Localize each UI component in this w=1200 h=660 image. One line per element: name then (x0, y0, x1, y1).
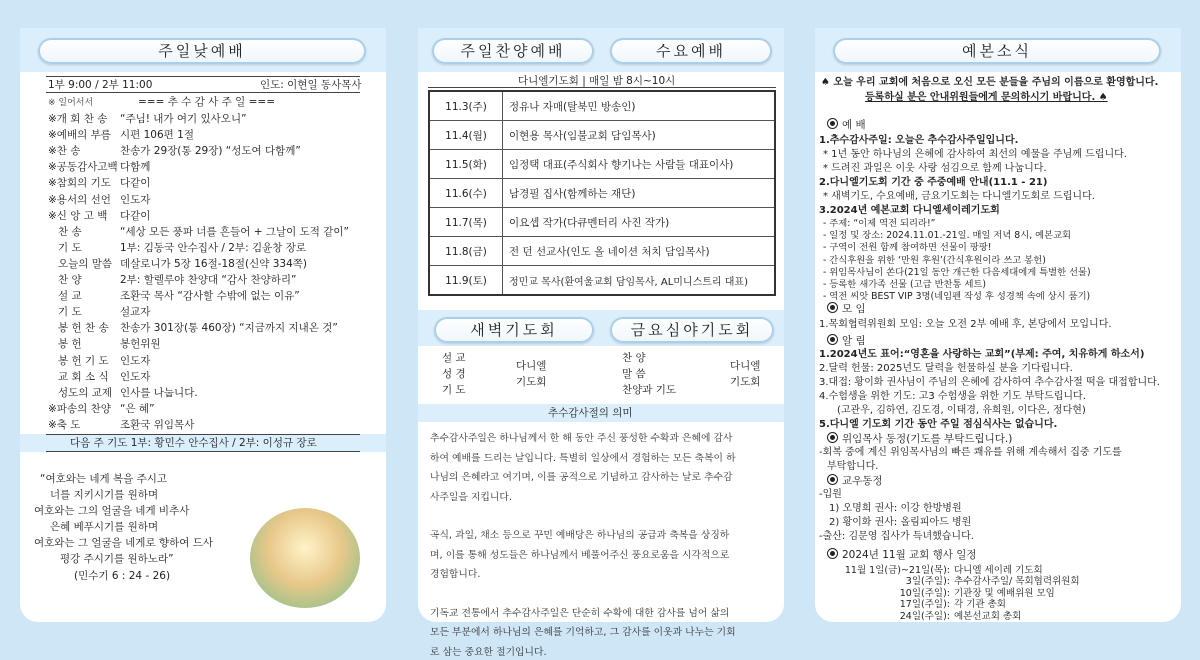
dawn-label-2: 성 경 (442, 368, 466, 380)
order-value: 다같이 (120, 209, 151, 222)
news-line: (고관우, 김하연, 김도경, 이태경, 유희원, 이다은, 정다현) (837, 405, 1086, 416)
order-value: 설교자 (120, 306, 151, 319)
order-label: ※파송의 찬양 (48, 402, 111, 415)
schedule-row (429, 266, 775, 296)
order-row (48, 305, 150, 319)
schedule-speaker: 이요셉 작가(다큐멘터리 사진 작가) (503, 208, 776, 237)
schedule-date: 11.8(금) (429, 237, 503, 266)
event-date: 11월 1일(금)~21일(목): (844, 565, 950, 576)
order-value: 인도자 (120, 193, 151, 206)
order-row (48, 337, 161, 351)
order-row (48, 176, 150, 190)
friday-value-2: 기도회 (730, 376, 761, 388)
dawn-label-1: 설 교 (442, 352, 466, 364)
order-label: 설 교 (58, 290, 82, 303)
news-line: 1.목회협력위원회 모임: 오늘 오전 2부 예배 후, 본당에서 모입니다. (819, 319, 1112, 330)
news-line: * 1년 동안 하나님의 은혜에 감사하여 최선의 예물을 주님께 드립니다. (823, 149, 1127, 160)
event-text: 예본선교회 총회 (954, 610, 1022, 622)
news-line: - 구역이 전원 함께 참여하면 선물이 팡팡! (823, 242, 992, 254)
dawn-value-2: 기도회 (516, 376, 547, 388)
order-label: ※축 도 (48, 418, 81, 431)
schedule-row (429, 91, 775, 121)
news-line: -입원 (819, 489, 842, 500)
tab-sunday-praise: 주일찬양예배 (432, 38, 594, 64)
news-line: 1) 오명희 권사: 이강 한방병원 (829, 503, 962, 514)
order-value: 1부: 김동국 안수집사 / 2부: 김윤창 장로 (120, 241, 307, 254)
bullet-circle-icon (827, 432, 838, 443)
order-row (48, 402, 155, 416)
event-row (815, 610, 1021, 624)
welcome-line-2: 등록하실 분은 안내위원들에게 문의하시기 바랍니다. ♠ (865, 92, 1108, 103)
schedule-date: 11.5(화) (429, 150, 503, 179)
news-line: - 간식후원을 위한 ‘만원 후원’(간식후원이라 쓰고 봉헌) (823, 254, 1046, 266)
schedule-date: 11.7(목) (429, 208, 503, 237)
news-line: 2.달력 헌물: 2025년도 달력을 헌물하실 분을 기다립니다. (819, 363, 1073, 374)
news-line: - 위임목사님이 쏜다(21일 동안 개근한 다음세대에게 특별한 선물) (823, 266, 1091, 278)
tab-wednesday: 수요예배 (610, 38, 772, 64)
news-line: 2) 황이화 권사: 올림피아드 병원 (829, 517, 972, 528)
sunday-subtitle: === 추 수 감 사 주 일 === (138, 96, 276, 108)
news-line: -출산: 김문영 집사가 득녀했습니다. (819, 531, 974, 542)
news-line: 3.대접: 황이화 권사님이 주님의 은혜에 감사하여 추수감사절 떡을 대접합니다. (819, 377, 1160, 388)
order-row (48, 225, 349, 239)
order-label: ※공동감사고백 (48, 161, 118, 174)
order-value: 찬송가 29장(통 29장) “성도여 다함께” (120, 145, 301, 158)
news-line: - 역전 씨앗 BEST VIP 3명(네임펜 작성 후 성경책 속에 상시 품기) (823, 291, 1091, 303)
dawn-prayer-title: 새벽기도회 (434, 317, 594, 343)
order-row (48, 386, 198, 400)
middle-panel (418, 28, 784, 658)
order-row (48, 257, 307, 271)
order-label: 찬 양 (58, 274, 82, 286)
meaning-line: 며, 이를 통해 성도들은 하나님께서 베풀어주신 풍요로움을 시각적으로 (430, 549, 730, 561)
order-label: 봉 헌 (58, 338, 82, 351)
bullet-circle-icon (827, 548, 838, 559)
event-date: 17일(주일): (899, 599, 950, 611)
meaning-line: 기독교 전통에서 추수감사주일은 단순히 수확에 대한 감사를 넘어 삶의 (430, 607, 730, 619)
order-label: 찬 송 (58, 225, 82, 238)
schedule-row (429, 208, 775, 237)
news-line: 부탁합니다. (827, 461, 879, 472)
verse-line: 은혜 베푸시기를 원하며 (50, 521, 159, 533)
schedule-speaker: 정유나 자매(탈북민 방송인) (503, 91, 776, 121)
order-value: 다함께 (120, 161, 151, 174)
friday-prayer-title: 금요심야기도회 (610, 317, 774, 343)
dawn-value-1: 다니엘 (516, 360, 547, 372)
schedule-speaker: 전 던 선교사(인도 올 네이션 처치 담임목사) (503, 237, 776, 266)
order-value: 조환국 위임목사 (120, 418, 195, 431)
order-label: ※예배의 부름 (48, 129, 111, 142)
schedule-date: 11.9(토) (429, 266, 503, 296)
news-panel (815, 28, 1181, 622)
order-value: 찬송가 301장(통 460장) “지금까지 지내온 것” (120, 322, 338, 335)
order-row (48, 354, 150, 368)
schedule-row (429, 179, 775, 208)
news-line: 1.2024년도 표어:“영혼을 사랑하는 교회”(부제: 주여, 치유하게 하소서) (819, 349, 1145, 360)
bullet-circle-icon (827, 334, 838, 345)
bullet-circle-icon (827, 302, 838, 313)
order-value: “세상 모든 풍파 너를 흔들어 + 그날이 도적 같이” (120, 225, 349, 238)
meaning-title: 추수감사절의 의미 (548, 407, 633, 419)
news-line: - 일정 및 장소: 2024.11.01.-21일. 매일 저녁 8시, 예본교회 (823, 230, 1072, 242)
news-line: 5.다니엘 기도회 기간 동안 주일 점심식사는 없습니다. (819, 419, 1058, 430)
news-line: 1.추수감사주일: 오늘은 추수감사주일입니다. (819, 135, 1019, 146)
order-value: 2부: 할렐루야 찬양대 “감사 찬양하리” (120, 274, 297, 286)
verse-line: 여호와는 그 얼굴을 네게로 향하여 드사 (34, 537, 213, 549)
order-label: ※찬 송 (48, 145, 81, 158)
meaning-line: 하여 예배를 드리는 날입니다. 특별히 일상에서 경험하는 모든 축복이 하 (430, 452, 736, 464)
sunday-worship-title: 주일낮예배 (38, 38, 366, 64)
news-line: * 새벽기도, 수요예배, 금요기도회는 다니엘기도회로 드립니다. (823, 191, 1095, 202)
order-row (48, 289, 300, 303)
event-date: 3일(주일): (905, 576, 950, 588)
order-row (48, 128, 194, 142)
stand-note: ※ 일어서서 (48, 98, 94, 108)
order-value: 시편 106편 1절 (120, 129, 194, 142)
schedule-row (429, 150, 775, 179)
order-label: 기 도 (58, 306, 82, 319)
verse-line: 평강 주시기를 원하노라” (60, 553, 174, 565)
schedule-date: 11.6(수) (429, 179, 503, 208)
shepherd-illustration (250, 508, 360, 608)
order-row (48, 144, 301, 158)
meaning-line: 경험합니다. (430, 569, 481, 580)
section-label: 위임목사 동정(기도를 부탁드립니다.) (842, 433, 1013, 445)
friday-label-3: 찬양과 기도 (622, 384, 677, 396)
friday-label-2: 말 씀 (622, 368, 646, 380)
order-row (48, 112, 247, 126)
order-value: 봉헌위원 (120, 338, 161, 351)
event-date: 24일(주일): (899, 610, 950, 622)
bullet-circle-icon (827, 474, 838, 485)
order-value: “은 혜” (120, 402, 155, 415)
order-label: ※개 회 찬 송 (48, 113, 108, 125)
schedule-speaker: 정민교 목사(환여울교회 담임목사, AL미니스트리 대표) (503, 266, 776, 296)
leader: 인도: 이현일 동사목사 (260, 79, 362, 91)
order-value: “주님! 내가 여기 있사오니” (120, 113, 247, 125)
verse-reference: (민수기 6 : 24 - 26) (74, 570, 171, 582)
order-label: ※신 앙 고 백 (48, 209, 108, 222)
order-row (48, 209, 150, 223)
welcome-line-1: ♠ 오늘 우리 교회에 처음으로 오신 모든 분들을 주님의 이름으로 환영합니다. (821, 77, 1159, 88)
order-row (48, 241, 306, 255)
schedule-speaker: 이현용 목사(임불교회 담임목사) (503, 121, 776, 150)
order-label: 봉 헌 기 도 (58, 354, 109, 367)
news-section-heading (827, 334, 866, 348)
event-text: 다니엘 세이레 기도회 (954, 565, 1043, 576)
order-row (48, 321, 338, 335)
verse-line: “여호와는 네게 복을 주시고 (40, 473, 168, 485)
news-section-heading (827, 548, 977, 562)
verse-line: 여호와는 그의 얼굴을 네게 비추사 (34, 505, 190, 517)
section-label: 알 림 (842, 335, 866, 347)
order-row (48, 273, 296, 287)
schedule-speaker: 임정택 대표(주식회사 향기나는 사람들 대표이사) (503, 150, 776, 179)
event-text: 기관장 및 예배위원 모임 (954, 587, 1055, 599)
news-title: 예본소식 (833, 38, 1161, 64)
daniel-schedule-table (428, 90, 776, 296)
order-label: ※용서의 선언 (48, 193, 111, 206)
order-row (48, 160, 150, 174)
order-label: 기 도 (58, 241, 82, 254)
schedule-row (429, 121, 775, 150)
news-line: 3.2024년 예본교회 다니엘세이레기도회 (819, 205, 1000, 216)
news-line: - 등록한 새가족 선물 (고급 반찬통 세트) (823, 279, 987, 290)
order-row (48, 418, 194, 432)
order-label: 봉 헌 찬 송 (58, 322, 109, 335)
event-text: 각 기관 총회 (954, 599, 1006, 611)
schedule-row (429, 237, 775, 266)
news-section-heading (827, 432, 1012, 446)
section-label: 예 배 (842, 119, 866, 131)
news-line: * 드려진 과일은 이웃 사랑 섬김으로 함께 나눕니다. (823, 163, 1047, 174)
verse-line: 너를 지키시기를 원하며 (50, 489, 159, 501)
order-value: 인도자 (120, 354, 151, 367)
news-section-heading (827, 118, 866, 132)
news-section-heading (827, 302, 866, 316)
bullet-circle-icon (827, 118, 838, 129)
meaning-line: 나님의 은혜라고 여기며, 이를 공적으로 기념하고 감사하는 날로 추수감 (430, 472, 733, 483)
order-value: 다같이 (120, 177, 151, 190)
dawn-label-3: 기 도 (442, 384, 466, 396)
meaning-line: 모든 부분에서 하나님의 은혜를 기억하고, 그 감사를 이웃과 나누는 기회 (430, 627, 736, 638)
event-date: 10일(주일): (899, 587, 950, 599)
news-line: 2.다니엘기도회 기간 중 주중예배 안내(11.1 - 21) (819, 177, 1048, 188)
meaning-line: 곡식, 과일, 채소 등으로 꾸민 예배당은 하나님의 공급과 축복을 상징하 (430, 530, 730, 541)
order-row (48, 193, 150, 207)
service-times: 1부 9:00 / 2부 11:00 (48, 79, 153, 91)
friday-label-1: 찬 양 (622, 352, 646, 364)
order-value: 데살로니가 5장 16절-18절(신약 334쪽) (120, 257, 308, 270)
order-row (48, 370, 150, 384)
meaning-line: 로 삼는 중요한 절기입니다. (430, 646, 547, 658)
order-value: 조환국 목사 “감사할 수밖에 없는 이유” (120, 290, 300, 303)
news-line: - 주제: “이제 역전 되리라!” (823, 218, 936, 229)
section-label: 모 임 (842, 303, 866, 315)
news-section-heading (827, 474, 883, 488)
meaning-line: 사주일을 지킵니다. (430, 491, 512, 503)
sunday-worship-panel (20, 28, 386, 622)
daniel-header: 다니엘기도회 | 매일 밤 8시~10시 (518, 75, 676, 87)
next-week-prayer: 다음 주 기도 1부: 황민수 안수집사 / 2부: 이성규 장로 (70, 437, 317, 449)
news-line: -회복 중에 계신 위임목사님의 빠른 쾌유를 위해 계속해서 집중 기도를 (819, 447, 1122, 458)
schedule-date: 11.4(월) (429, 121, 503, 150)
order-label: ※참회의 기도 (48, 177, 111, 190)
section-label: 2024년 11월 교회 행사 일정 (842, 549, 977, 561)
section-label: 교우동정 (842, 475, 883, 487)
order-value: 인사를 나눕니다. (120, 386, 198, 399)
order-value: 인도자 (120, 370, 151, 383)
meaning-line: 추수감사주일은 하나님께서 한 해 동안 주신 풍성한 수확과 은혜에 감사 (430, 433, 733, 444)
order-label: 성도의 교제 (58, 386, 113, 399)
friday-value-1: 다니엘 (730, 360, 761, 372)
event-text: 추수감사주일/ 목회협력위원회 (954, 576, 1080, 588)
news-line: 4.수험생을 위한 기도: 고3 수험생을 위한 기도 부탁드립니다. (819, 391, 1086, 402)
order-label: 교 회 소 식 (58, 370, 109, 383)
schedule-date: 11.3(주) (429, 91, 503, 121)
schedule-speaker: 남경필 집사(함께하는 재단) (503, 179, 776, 208)
order-label: 오늘의 말씀 (58, 257, 113, 270)
